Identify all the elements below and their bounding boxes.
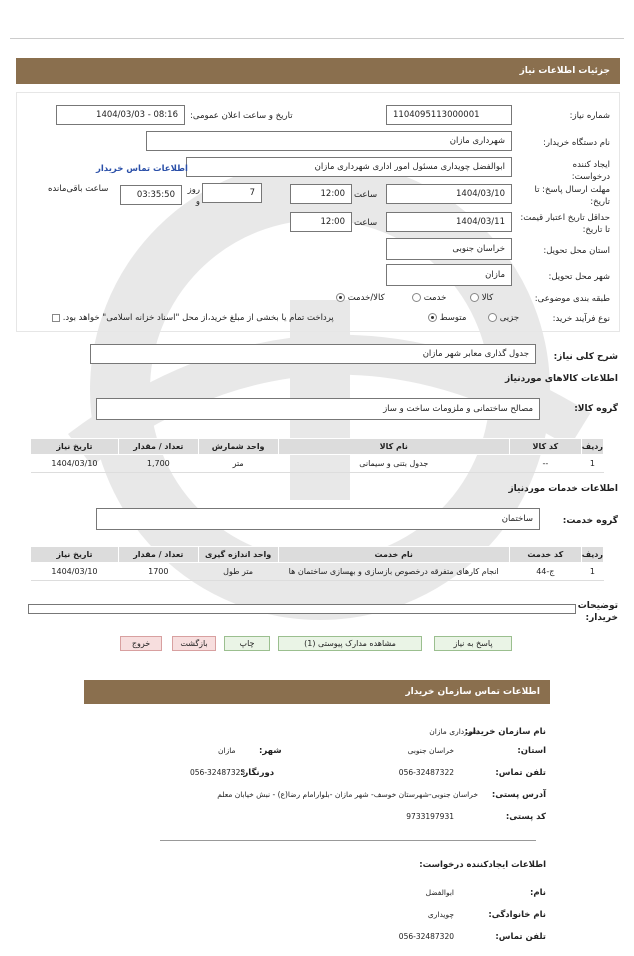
creator-family-label: نام خانوادگی:	[488, 910, 546, 920]
deadline-date-field: 1404/03/10	[386, 184, 512, 204]
category-option-goods[interactable]	[470, 293, 493, 303]
services-col-qty: تعداد / مقدار	[118, 547, 198, 563]
table-row	[31, 455, 604, 473]
deadline-label: مهلت ارسال پاسخ: تا تاریخ:	[534, 185, 610, 207]
contact-header	[84, 680, 550, 704]
radio-both[interactable]	[336, 293, 345, 302]
creator-phone-value: 056-32487320	[398, 932, 454, 941]
contact-title: اطلاعات تماس سازمان خریدار	[405, 687, 540, 697]
goods-col-name: نام کالا	[278, 439, 509, 455]
contact-divider	[160, 840, 536, 841]
province-label: استان محل تحویل:	[543, 246, 610, 256]
buyer-contact-link[interactable]: اطلاعات تماس خریدار	[96, 164, 188, 174]
services-section-title: اطلاعات خدمات موردنیاز	[508, 484, 618, 494]
buyer-org-field: شهرداری مازان	[146, 131, 512, 151]
province-field: خراسان جنوبی	[386, 238, 512, 260]
creator-name-label: نام:	[529, 888, 546, 898]
contact-fax-label: دورنگار:	[240, 768, 275, 778]
goods-section-title: اطلاعات کالاهای موردنیاز	[504, 374, 618, 384]
creator-info-title: اطلاعات ایجادکننده درخواست:	[419, 860, 546, 870]
validity-label: حداقل تاریخ اعتبار قیمت: تا تاریخ:	[520, 213, 610, 235]
goods-cell-qty: 1,700	[118, 455, 198, 473]
category-label: طبقه بندی موضوعی:	[534, 294, 610, 304]
process-medium-text: متوسط	[439, 313, 467, 323]
radio-medium[interactable]	[428, 313, 437, 322]
need-number-field: 1104095113000001	[386, 105, 512, 125]
process-label: نوع فرآیند خرید:	[552, 314, 610, 324]
services-col-name: نام خدمت	[278, 547, 509, 563]
reply-button[interactable]: پاسخ به نیاز	[434, 636, 512, 651]
contact-phone-label: تلفن تماس:	[495, 768, 546, 778]
goods-cell-code: --	[509, 455, 581, 473]
buyer-org-label: نام دستگاه خریدار:	[543, 138, 610, 148]
goods-col-unit: واحد شمارش	[198, 439, 278, 455]
services-col-unit: واحد اندازه گیری	[198, 547, 278, 563]
exit-button[interactable]: خروج	[120, 636, 162, 651]
services-cell-name: انجام کارهای متفرقه درخصوص بازسازی و بهسازی ساختمان ها	[278, 563, 509, 581]
page-title: جزئیات اطلاعات نیاز	[519, 66, 610, 76]
contact-org-value: شهرداری مازان	[429, 727, 478, 736]
services-col-date: تاریخ نیاز	[31, 547, 119, 563]
treasury-payment-text: پرداخت تمام یا بخشی از مبلغ خرید،از محل "اسناد خزانه اسلامی" خواهد بود.	[62, 313, 334, 323]
services-cell-unit: متر طول	[198, 563, 278, 581]
goods-table	[30, 438, 604, 473]
validity-time-field: 12:00	[290, 212, 352, 232]
radio-service[interactable]	[412, 293, 421, 302]
goods-cell-unit: متر	[198, 455, 278, 473]
deadline-time-field: 12:00	[290, 184, 352, 204]
services-cell-date: 1404/03/10	[31, 563, 119, 581]
validity-time-label: ساعت	[354, 218, 378, 228]
print-button[interactable]: چاپ	[224, 636, 270, 651]
treasury-checkbox[interactable]	[52, 314, 60, 322]
contact-org-label: نام سازمان خریدار:	[464, 727, 546, 737]
services-table	[30, 546, 604, 581]
city-field: مازان	[386, 264, 512, 286]
goods-col-date: تاریخ نیاز	[31, 439, 119, 455]
radio-minor[interactable]	[488, 313, 497, 322]
goods-group-field: مصالح ساختمانی و ملزومات ساخت و ساز	[96, 398, 540, 420]
contact-fax-value: 056-32487323	[190, 768, 246, 777]
goods-cell-date: 1404/03/10	[31, 455, 119, 473]
treasury-payment-option[interactable]	[52, 313, 334, 323]
process-minor-text: جزیی	[499, 313, 520, 323]
contact-address-value: خراسان جنوبی-شهرستان خوسف- شهر مازان -بلوارامام رضا(ع) - نبش خیابان معلم	[217, 790, 478, 799]
creator-label: ایجاد کننده درخواست:	[571, 160, 610, 182]
services-col-code: کد خدمت	[509, 547, 581, 563]
goods-group-label: گروه کالا:	[574, 404, 618, 414]
announce-field: 1404/03/03 - 08:16	[56, 105, 185, 125]
services-cell-row: 1	[581, 563, 603, 581]
process-option-medium[interactable]	[428, 313, 466, 323]
announce-label: تاریخ و ساعت اعلان عمومی:	[190, 111, 293, 121]
attachments-button[interactable]: مشاهده مدارک پیوستی (1)	[278, 636, 422, 651]
creator-name-value: ابوالفضل	[425, 888, 454, 897]
need-number-label: شماره نیاز:	[569, 111, 610, 121]
buyer-notes-label: توضیحات خریدار:	[577, 601, 618, 623]
category-both-text: کالا/خدمت	[347, 293, 385, 303]
goods-col-row: ردیف	[581, 439, 603, 455]
services-cell-qty: 1700	[118, 563, 198, 581]
process-option-minor[interactable]	[488, 313, 519, 323]
validity-date-field: 1404/03/11	[386, 212, 512, 232]
days-field: 7	[202, 183, 262, 203]
creator-family-value: چویداری	[427, 910, 454, 919]
category-goods-text: کالا	[481, 293, 494, 303]
creator-field: ابوالفضل چویداری مسئول امور اداری شهرداری مازان	[186, 157, 512, 177]
summary-label: شرح کلی نیاز:	[553, 352, 618, 362]
contact-city-value: مازان	[218, 746, 236, 755]
contact-postal-value: 9733197931	[406, 812, 454, 821]
deadline-time-label: ساعت	[354, 190, 378, 200]
contact-province-label: استان:	[517, 746, 546, 756]
category-service-text: خدمت	[423, 293, 447, 303]
table-row	[31, 563, 604, 581]
services-group-label: گروه خدمت:	[562, 516, 618, 526]
services-cell-code: ج-44	[509, 563, 581, 581]
back-button[interactable]: بازگشت	[172, 636, 216, 651]
services-col-row: ردیف	[581, 547, 603, 563]
category-option-service[interactable]	[412, 293, 446, 303]
contact-province-value: خراسان جنوبی	[407, 746, 454, 755]
contact-city-label: شهر:	[259, 746, 282, 756]
remaining-time-field: 03:35:50	[120, 185, 182, 205]
top-divider	[10, 38, 624, 39]
services-group-field: ساختمان	[96, 508, 540, 530]
days-label: روز و	[187, 185, 200, 207]
summary-field: جدول گذاری معابر شهر مازان	[90, 344, 536, 364]
category-option-both[interactable]	[336, 293, 385, 303]
contact-postal-label: کد پستی:	[505, 812, 546, 822]
page-header	[16, 58, 620, 84]
goods-cell-name: جدول بتنی و سیمانی	[278, 455, 509, 473]
creator-phone-label: تلفن تماس:	[495, 932, 546, 942]
buyer-notes-field	[28, 604, 576, 614]
contact-phone-value: 056-32487322	[398, 768, 454, 777]
city-label: شهر محل تحویل:	[548, 272, 610, 282]
goods-cell-row: 1	[581, 455, 603, 473]
goods-col-qty: تعداد / مقدار	[118, 439, 198, 455]
contact-address-label: آدرس پستی:	[491, 790, 546, 800]
remaining-label: ساعت باقی‌مانده	[48, 184, 109, 194]
radio-goods[interactable]	[470, 293, 479, 302]
goods-col-code: کد کالا	[509, 439, 581, 455]
